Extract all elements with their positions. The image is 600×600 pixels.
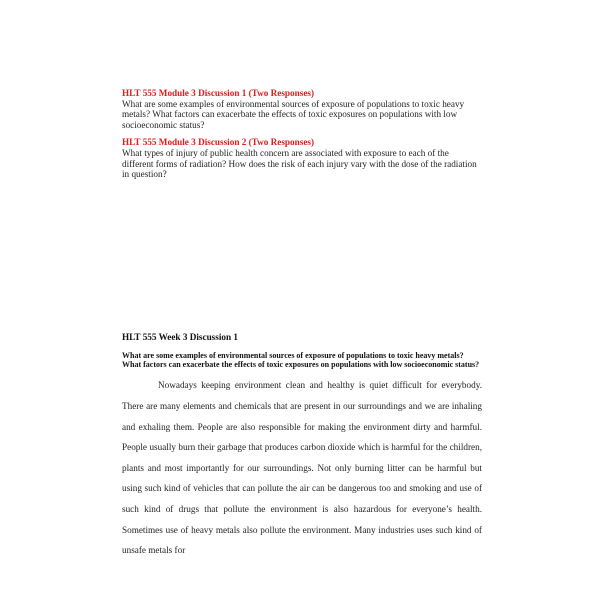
discussion-2-question: What types of injury of public health concern are associated with exposure to each of the different forms of radiation? How does the risk of each injury vary with the dose of the radiation in question?	[122, 148, 477, 180]
week-3-answer	[122, 331, 482, 561]
week-3-body-paragraph: Nowadays keeping environment clean and healthy is quiet difficult for everybody. There are many elements and chemicals that are present in our surroundings and we are inhaling and exhaling them. People are also responsible for making the environment dirty and harmful. People usually burn their garbage that produces carbon dioxide which is harmful for the children, plants and most importantly for our surroundings. Not only burning litter can be harmful but using such kind of vehicles that can pollute the air can be dangerous too and smoking and use of such kind of drugs that pollute the environment is also hazardous for everyone’s health. Sometimes use of heavy metals also pollute the environment. Many industries uses such kind of unsafe metals for	[122, 380, 482, 556]
discussion-1-block	[122, 88, 482, 130]
discussion-2-heading: HLT 555 Module 3 Discussion 2 (Two Responses)	[122, 137, 315, 148]
discussion-2-block	[122, 137, 482, 179]
discussion-1-question: What are some examples of environmental sources of exposure of populations to toxic heavy metals? What factors can exacerbate the effects of toxic exposures on populations with low socioeconomic status?	[122, 99, 465, 130]
week-3-title: HLT 555 Week 3 Discussion 1	[122, 332, 238, 342]
discussion-prompts	[122, 88, 482, 179]
week-3-question: What are some examples of environmental sources of exposure of populations to toxic heavy metals? What factors can exacerbate the effects of toxic exposures on populations with low socioeconomic status?	[122, 351, 480, 370]
discussion-1-heading: HLT 555 Module 3 Discussion 1 (Two Responses)	[122, 88, 315, 98]
